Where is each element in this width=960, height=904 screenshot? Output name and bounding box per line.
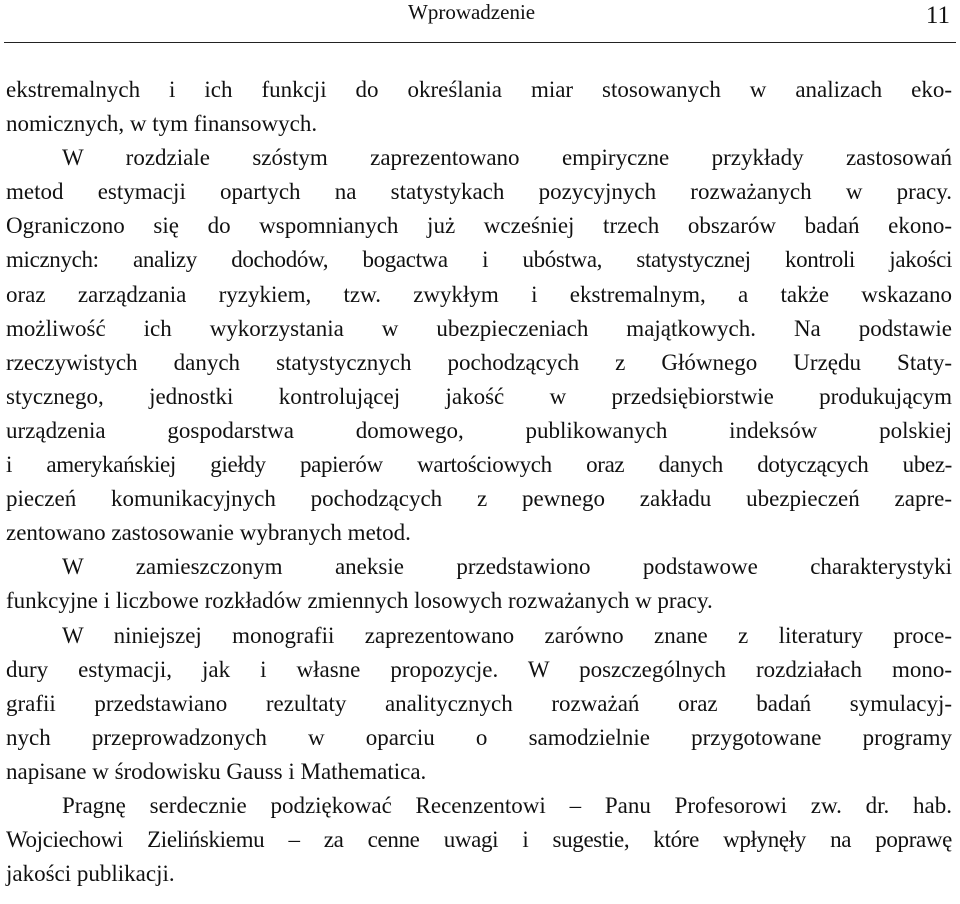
page-number: 11 [925,2,950,29]
text-line: metod estymacji opartych na statystykach pozycyjnych rozważanych w pracy. [6,179,952,205]
text-line: Wojciechowi Zielińskiemu – za cenne uwagi i sugestie, które wpłynęły na poprawę [6,827,952,853]
text-line: jakości publikacji. [6,861,175,887]
text-line: nomicznych, w tym finansowych. [6,111,318,137]
body-text [6,73,952,891]
text-line: ekstremalnych i ich funkcji do określania miar stosowanych w analizach eko- [6,77,952,102]
header-rule [4,42,956,43]
text-line: W rozdziale szóstym zaprezentowano empiryczne przykłady zastosowań [62,145,952,171]
running-title: Wprowadzenie [408,0,536,24]
text-line: funkcyjne i liczbowe rozkładów zmiennych losowych rozważanych w pracy. [6,588,713,614]
text-line: stycznego, jednostki kontrolującej jakość w przedsiębiorstwie produkującym [6,383,952,409]
running-head [0,0,960,40]
text-line: dury estymacji, jak i własne propozycje. W poszczególnych rozdziałach mono- [6,656,952,682]
text-line: W niniejszej monografii zaprezentowano zarówno znane z literatury proce- [62,622,952,648]
text-line: napisane w środowisku Gauss i Mathematica. [6,758,427,784]
text-line: pieczeń komunikacyjnych pochodzących z pewnego zakładu ubezpieczeń zapre- [6,486,952,512]
text-line: oraz zarządzania ryzykiem, tzw. zwykłym i ekstremalnym, a także wskazano [6,281,952,307]
text-line: grafii przedstawiano rezultaty analitycznych rozważań oraz badań symulacyj- [6,690,952,716]
text-line: rzeczywistych danych statystycznych pochodzących z Głównego Urzędu Staty- [6,349,952,375]
text-line: micznych: analizy dochodów, bogactwa i ubóstwa, statystycznej kontroli jakości [6,247,952,273]
text-line: i amerykańskiej giełdy papierów wartościowych oraz danych dotyczących ubez- [6,452,952,478]
text-line: Ograniczono się do wspomnianych już wcześniej trzech obszarów badań ekono- [6,213,952,239]
text-line: nych przeprowadzonych w oparciu o samodzielnie przygotowane programy [6,724,952,750]
text-line: urządzenia gospodarstwa domowego, publikowanych indeksów polskiej [6,417,952,443]
text-line: zentowano zastosowanie wybranych metod. [6,520,411,546]
text-line: W zamieszczonym aneksie przedstawiono podstawowe charakterystyki [62,554,952,580]
text-line: możliwość ich wykorzystania w ubezpieczeniach majątkowych. Na podstawie [6,315,952,341]
text-line: Pragnę serdecznie podziękować Recenzentowi – Panu Profesorowi zw. dr. hab. [62,792,952,818]
